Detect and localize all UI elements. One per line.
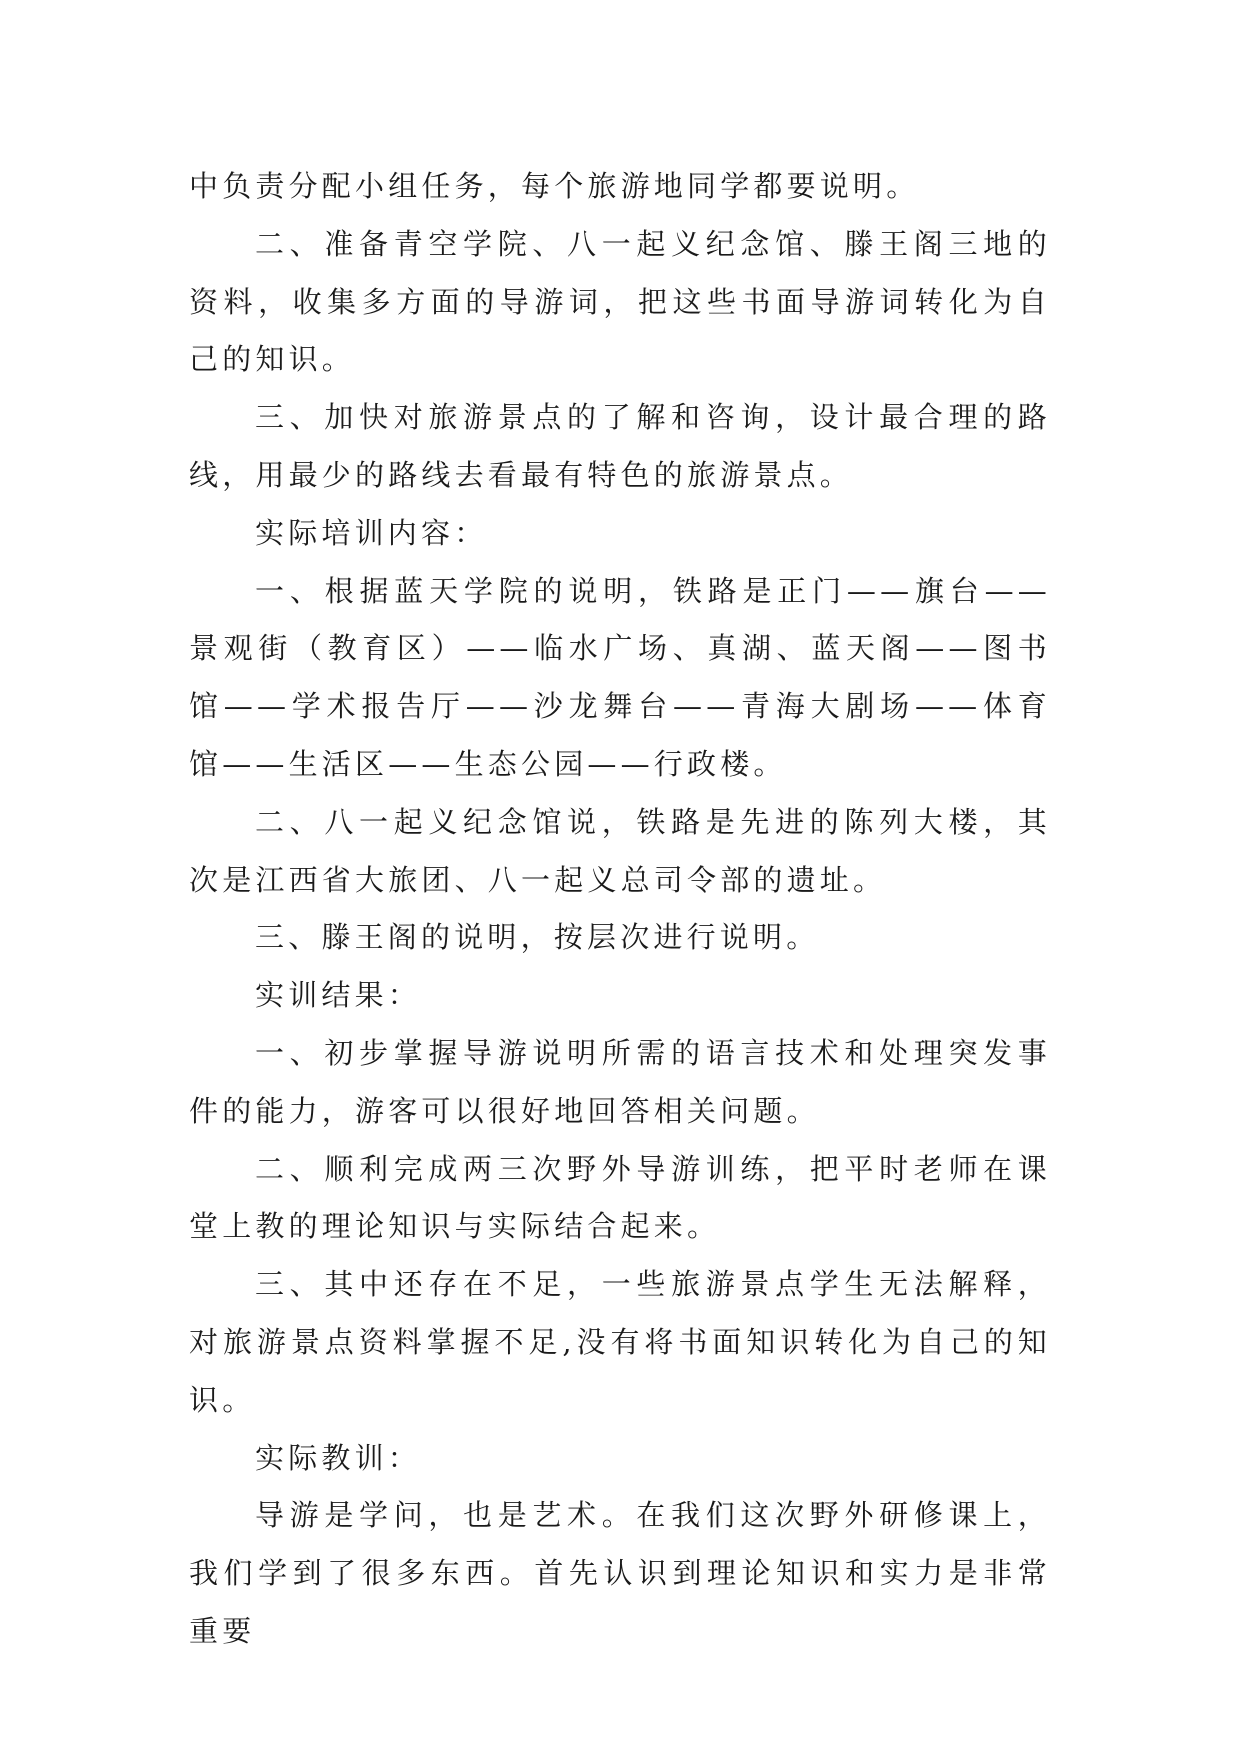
paragraph: 二、八一起义纪念馆说，铁路是先进的陈列大楼，其次是江西省大旅团、八一起义总司令部的遗址。: [189, 804, 1051, 897]
section-heading: 实训结果：: [255, 978, 422, 1013]
document-body: [189, 158, 1051, 1661]
paragraph: 三、滕王阁的说明，按层次进行说明。: [255, 920, 820, 955]
section-heading: 实际教训：: [255, 1440, 422, 1475]
paragraph: 导游是学问，也是艺术。在我们这次野外研修课上，我们学到了很多东西。首先认识到理论知识和实力是非常重要: [189, 1498, 1051, 1648]
paragraph: 一、根据蓝天学院的说明，铁路是正门——旗台——景观街（教育区）——临水广场、真湖、蓝天阁——图书馆——学术报告厅——沙龙舞台——青海大剧场——体育馆——生活区——生态公园——行政楼。: [189, 573, 1051, 781]
section-heading: 实际培训内容：: [255, 515, 488, 550]
paragraph: 中负责分配小组任务，每个旅游地同学都要说明。: [189, 169, 920, 203]
paragraph: 三、其中还存在不足，一些旅游景点学生无法解释，对旅游景点资料掌握不足,没有将书面知识转化为自己的知识。: [189, 1267, 1051, 1417]
paragraph: 一、初步掌握导游说明所需的语言技术和处理突发事件的能力，游客可以很好地回答相关问题。: [189, 1035, 1051, 1128]
paragraph: 二、准备青空学院、八一起义纪念馆、滕王阁三地的资料，收集多方面的导游词，把这些书面导游词转化为自己的知识。: [189, 226, 1051, 377]
paragraph: 二、顺利完成两三次野外导游训练，把平时老师在课堂上教的理论知识与实际结合起来。: [189, 1151, 1051, 1244]
paragraph: 三、加快对旅游景点的了解和咨询，设计最合理的路线，用最少的路线去看最有特色的旅游景点。: [189, 400, 1051, 492]
